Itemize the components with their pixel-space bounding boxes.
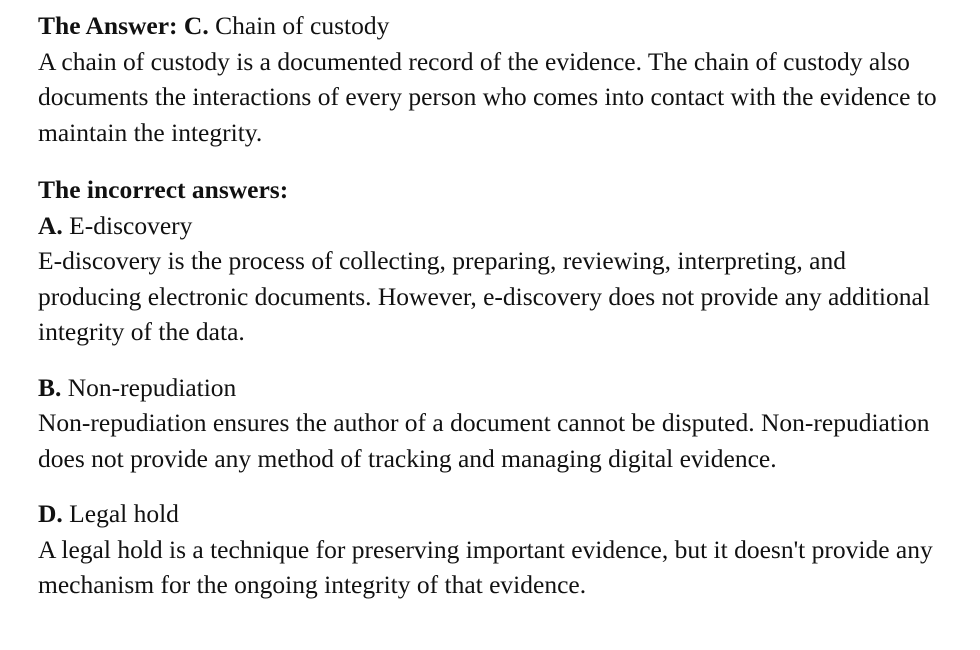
option-text-b: Non-repudiation (67, 372, 237, 402)
option-letter-a: A. (38, 210, 63, 240)
correct-answer-block (38, 8, 940, 150)
incorrect-answer-b-heading (38, 370, 940, 406)
option-text-d: Legal hold (69, 499, 179, 528)
incorrect-answer-d-block (38, 496, 940, 603)
correct-answer-explanation: A chain of custody is a documented record of the evidence. The chain of custody also documents the interactions of every person who comes into contact with the evidence to maintain the integrity. (38, 46, 937, 147)
incorrect-answer-b-explanation: Non-repudiation ensures the author of a document cannot be disputed. Non-repudiation does not provide any method of tracking and managing digital evidence. (38, 408, 930, 473)
answer-choice-text: Chain of custody (215, 11, 390, 40)
incorrect-answers-heading: The incorrect answers: (38, 175, 289, 204)
option-text-a: E-discovery (69, 210, 193, 240)
incorrect-answer-b-block (38, 370, 940, 477)
incorrect-answer-a-explanation: E-discovery is the process of collecting, preparing, reviewing, interpreting, and producing electronic documents. However, e-discovery does not provide any additional integrity of the data. (38, 246, 930, 346)
incorrect-answers-section (38, 172, 940, 350)
answer-letter: C. (183, 11, 209, 40)
answer-label: The Answer: (38, 11, 178, 40)
option-letter-b: B. (38, 372, 62, 402)
correct-answer-heading (38, 8, 940, 44)
incorrect-answer-d-heading (38, 496, 940, 532)
option-letter-d: D. (38, 499, 63, 528)
incorrect-answer-a-heading (38, 208, 940, 244)
incorrect-answer-d-explanation: A legal hold is a technique for preserving important evidence, but it doesn't provide any mechanism for the ongoing integrity of that evidence. (38, 534, 933, 599)
